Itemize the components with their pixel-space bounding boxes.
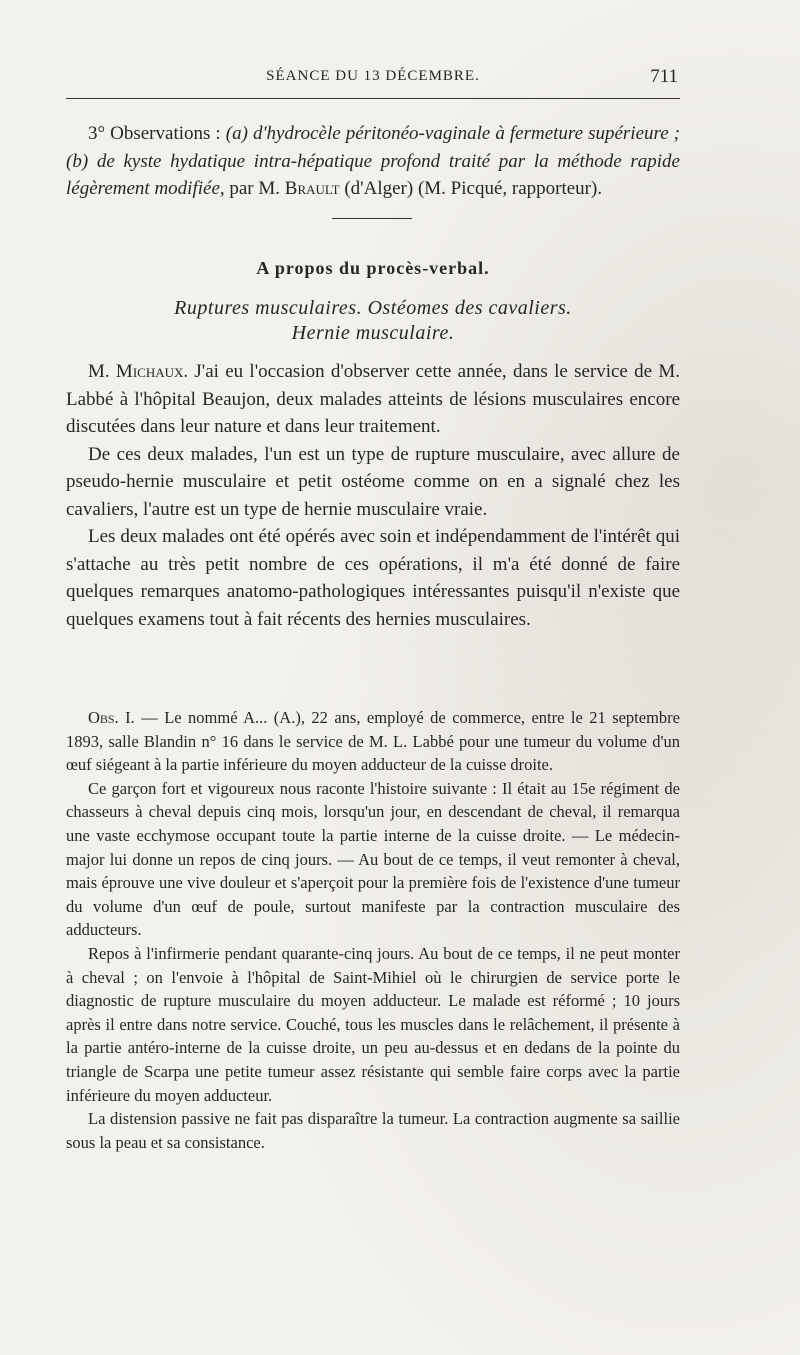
item-3-italic-title: (a) d'hydrocèle péritonéo-vaginale à fermeture supérieure ; (b) de kyste hydatique intra-hépatique profond traité par la méthode rapide légèrement modifiée, bbox=[66, 123, 680, 199]
main-text bbox=[66, 358, 680, 633]
observation-text bbox=[66, 706, 680, 1154]
speaker-name: M. Michaux. bbox=[88, 361, 189, 382]
item-3-prefix: 3° Observations : bbox=[88, 123, 226, 144]
observation-paragraph-4: La distension passive ne fait pas disparaître la tumeur. La contraction augmente sa saillie sous la peau et sa consistance. bbox=[66, 1109, 680, 1152]
main-paragraph-2: De ces deux malades, l'un est un type de rupture musculaire, avec allure de pseudo-hernie musculaire et petit ostéome comme on en a signalé chez les cavaliers, l'autre est un type de hernie musculaire vraie. bbox=[66, 443, 680, 520]
item-3-observations bbox=[66, 120, 680, 203]
main-paragraph-1-text: J'ai eu l'occasion d'observer cette année, dans le service de M. Labbé à l'hôpital Beaujon, deux malades atteints de lésions musculaires encore discutées dans leur nature et dans leur traitement. bbox=[66, 361, 681, 437]
observation-paragraph-2: Ce garçon fort et vigoureux nous raconte l'histoire suivante : Il était au 15e régiment de chasseurs à cheval depuis cinq mois, lorsqu'un jour, en descendant de cheval, il remarqua une vaste ecchymose occupant toute la partie interne de la cuisse droite. — Le médecin-major lui donne un repos de cinq jours. — Au bout de ce temps, il veut remonter à cheval, mais éprouve une vive douleur et s'aperçoit pour la première fois de l'existence d'une tumeur du volume d'un œuf de poule, surtout manifeste par la contraction musculaire des adducteurs. bbox=[66, 778, 680, 940]
section-subheading bbox=[66, 296, 680, 346]
item-3-reporter: (M. Picqué, rapporteur). bbox=[417, 178, 603, 199]
observation-paragraph-1 bbox=[66, 706, 680, 777]
section-separator bbox=[332, 218, 412, 219]
observation-label: Obs. I. bbox=[88, 708, 135, 727]
item-3-after-italic: par M. bbox=[224, 178, 285, 199]
section-heading: A propos du procès-verbal. bbox=[256, 258, 490, 278]
subheading-line-2: Hernie musculaire. bbox=[291, 322, 455, 344]
running-title: SÉANCE DU 13 DÉCEMBRE. bbox=[266, 68, 480, 84]
main-paragraph-1 bbox=[66, 358, 680, 441]
item-3-author: Brault bbox=[284, 178, 340, 199]
observation-paragraph-1-text: — Le nommé A... (A.), 22 ans, employé de commerce, entre le 21 septembre 1893, salle Blandin n° 16 dans le service de M. L. Labbé pour une tumeur du volume d'un œuf siégeant à la partie inférieure du moyen adducteur de la cuisse droite. bbox=[66, 708, 680, 775]
main-paragraph-3: Les deux malades ont été opérés avec soin et indépendamment de l'intérêt qui s'attache au très petit nombre de ces opérations, il m'a été donné de faire quelques remarques anatomo-pathologiques intéressantes puisqu'il n'existe que quelques examens tout à fait récents des hernies musculaires. bbox=[66, 526, 680, 630]
item-3-author-place: (d'Alger) bbox=[339, 178, 414, 199]
subheading-line-1: Ruptures musculaires. Ostéomes des cavaliers. bbox=[174, 297, 572, 319]
header-rule bbox=[66, 98, 680, 99]
observation-paragraph-3: Repos à l'infirmerie pendant quarante-cinq jours. Au bout de ce temps, il ne peut monter à cheval ; on l'envoie à l'hôpital de Saint-Mihiel où le chirurgien de service porte le diagnostic de rupture musculaire du moyen adducteur. Le malade est réformé ; 10 jours après il entre dans notre service. Couché, tous les muscles dans le relâchement, il présente à la partie antéro-interne de la cuisse droite, un peu au-dessus et en dedans de la pointe du triangle de Scarpa une petite tumeur assez résistante qui semble faire corps avec la partie inférieure du moyen adducteur. bbox=[66, 943, 680, 1105]
page-header bbox=[66, 66, 680, 88]
page-number: 711 bbox=[650, 66, 678, 87]
